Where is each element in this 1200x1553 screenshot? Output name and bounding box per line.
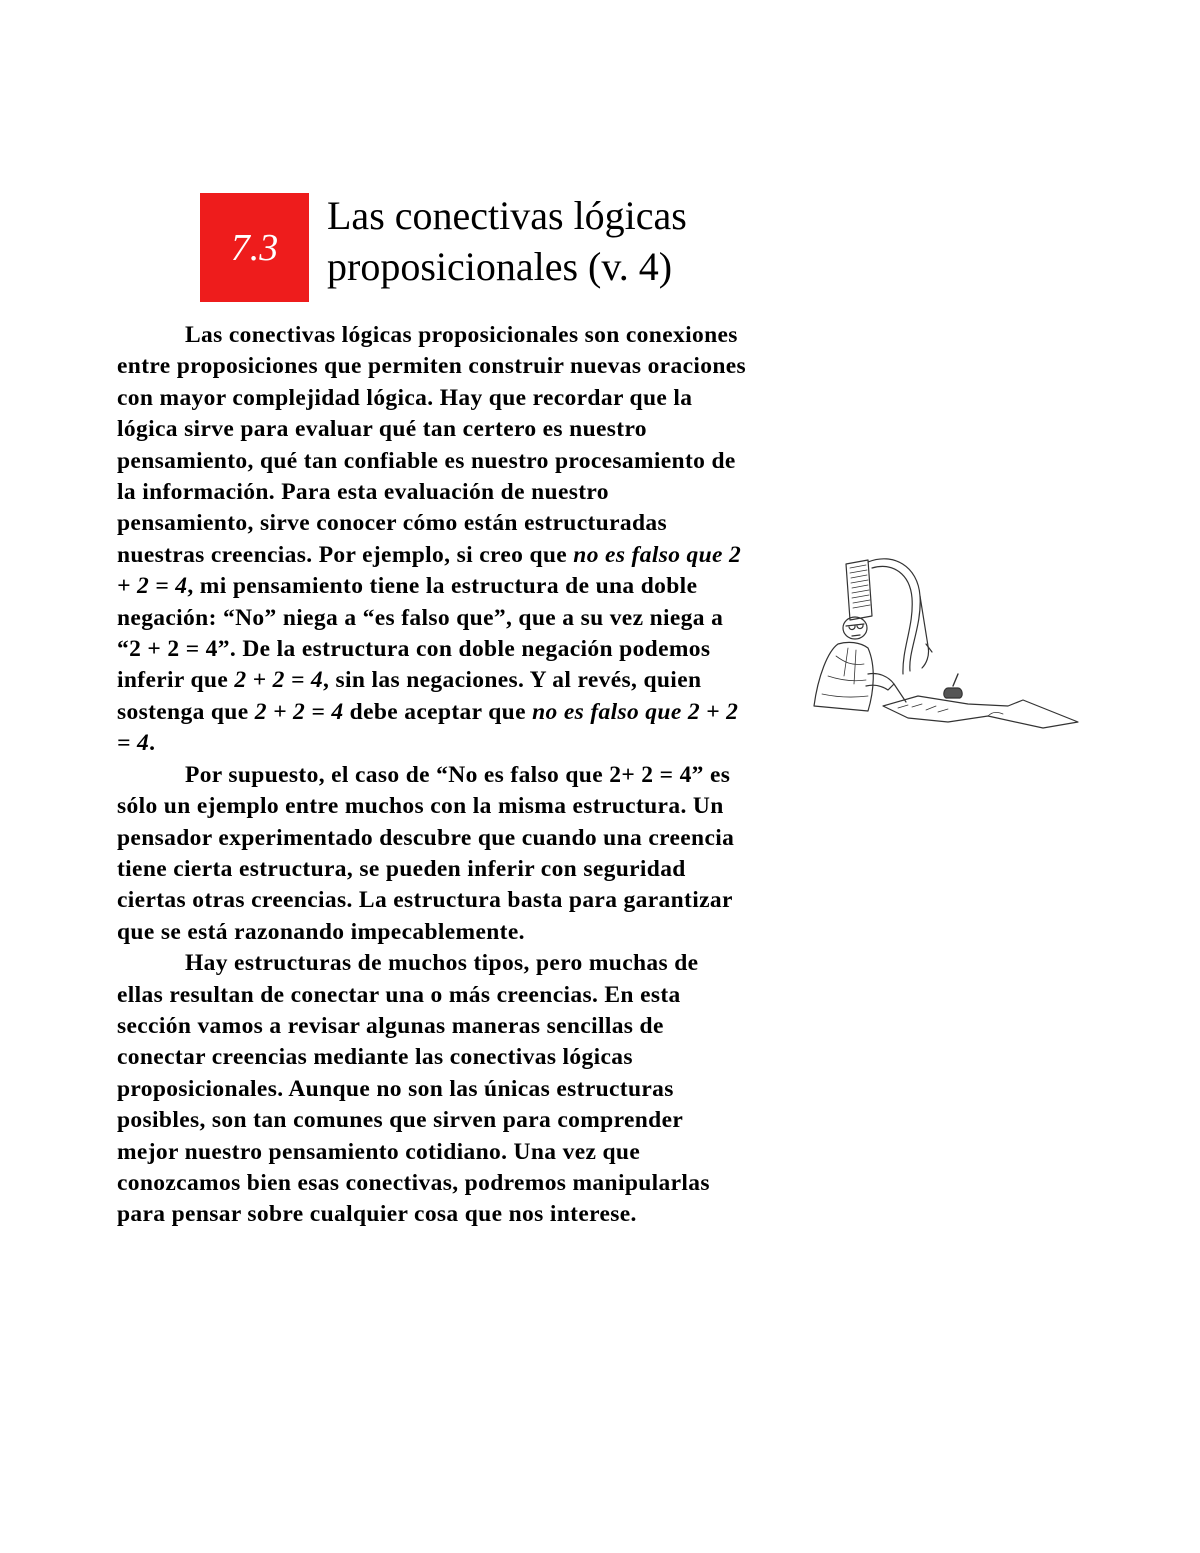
paragraph: [117, 320, 749, 760]
text-segment: Las conectivas lógicas proposicionales son conexiones entre proposiciones que permiten construir nuevas oraciones con mayor complejidad lógica. Hay que recordar que la lógica sirve para evaluar qué tan certero es nuestro pensamiento, qué tan confiable es nuestro procesamiento de la información. Para esta evaluación de nuestro pensamiento, sirve conocer cómo están estructuradas nuestras creencias. Por ejemplo, si creo que: [117, 322, 747, 568]
italic-text-segment: no es falso que 2 + 2 = 4: [117, 698, 739, 757]
text-segment: , sin las negaciones. Y al revés, quien sostenga que: [117, 667, 702, 725]
section-title: [327, 190, 847, 292]
paragraph: [117, 760, 749, 948]
section-number: 7.3: [230, 226, 279, 269]
section-title-line1: Las conectivas lógicas: [327, 193, 687, 238]
section-title-line2: proposicionales (v. 4): [327, 244, 673, 289]
text-segment: Hay estructuras de muchos tipos, pero muchas de ellas resultan de conectar una o más creencias. En esta sección vamos a revisar algunas maneras sencillas de conectar creencias mediante las conectivas lógicas proposicionales. Aunque no son las únicas estructuras posibles, son tan comunes que sirven para comprender mejor nuestro pensamiento cotidiano. Una vez que conozcamos bien esas conectivas, podremos manipularlas para pensar sobre cualquier cosa que nos interese.: [117, 950, 710, 1228]
thinker-with-paper-scroll-illustration: [808, 556, 1083, 736]
text-segment: , mi pensamiento tiene la estructura de una doble negación: “No” niega a “es falso que”, que a su vez niega a “2 + 2 = 4”. De la estructura con doble negación podemos inferir que: [117, 573, 724, 694]
italic-text-segment: 2 + 2 = 4: [234, 667, 324, 694]
italic-text-segment: 2 + 2 = 4: [254, 698, 344, 725]
text-segment: debe aceptar que: [343, 698, 533, 725]
italic-text-segment: no es falso que 2 + 2 = 4: [117, 541, 742, 600]
text-segment: Por supuesto, el caso de “No es falso que 2+ 2 = 4” es sólo un ejemplo entre muchos con la misma estructura. Un pensador experimentado descubre que cuando una creencia tiene cierta estructura, se pueden inferir con seguridad ciertas otras creencias. La estructura basta para garantizar que se está razonando impecablemente.: [117, 761, 735, 945]
text-segment: .: [149, 730, 156, 757]
paragraph: [117, 948, 749, 1231]
section-number-badge: [200, 193, 309, 302]
body-text: [117, 320, 749, 1231]
